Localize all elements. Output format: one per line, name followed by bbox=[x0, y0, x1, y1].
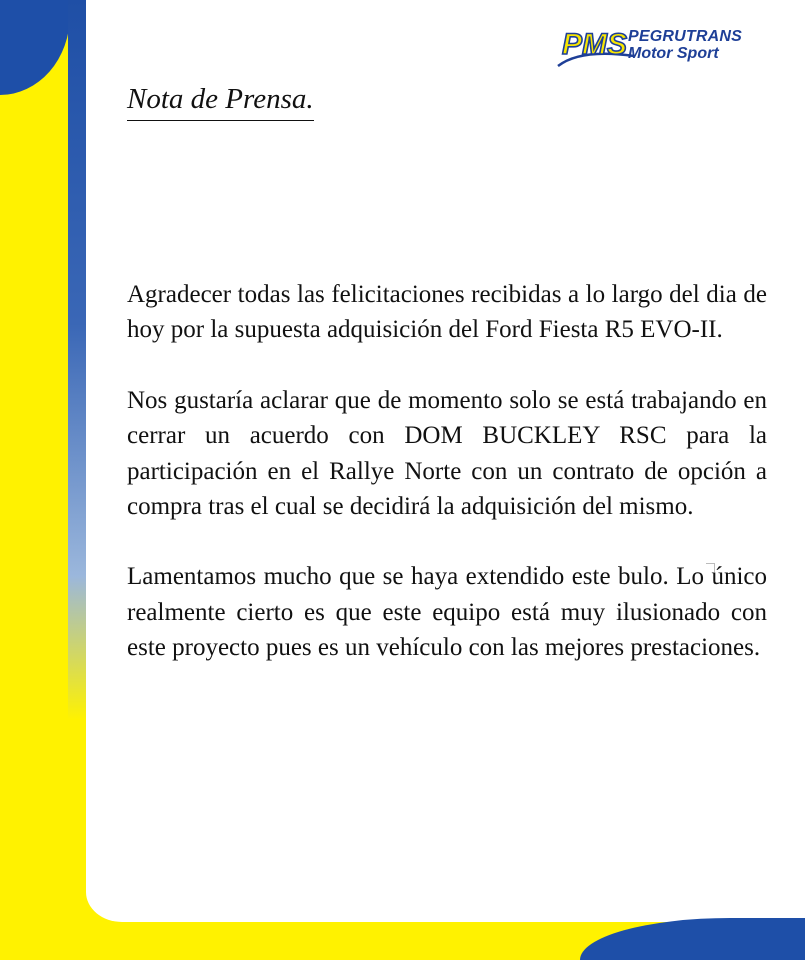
press-release-body bbox=[127, 277, 767, 666]
paragraph-2: Nos gustaría aclarar que de momento solo se está trabajando en cerrar un acuerdo con DOM BUCKLEY RSC para la participación en el Rallye Norte con un contrato de opción a compra tras el cual se decidirá la adquisición del mismo. bbox=[127, 386, 767, 521]
logo-tagline: Motor Sport bbox=[628, 45, 719, 62]
paragraph-3: Lamentamos mucho que se haya extendido este bulo. Lo único realmente cierto es que este equipo está muy ilusionado con este proyecto pues es un vehículo con las mejores prestaciones. bbox=[127, 563, 767, 662]
paragraph-1: Agradecer todas las felicitaciones recibidas a lo largo del dia de hoy por la supuesta adquisición del Ford Fiesta R5 EVO-II. bbox=[127, 281, 767, 344]
pms-logo bbox=[556, 22, 786, 72]
logo-wordmark bbox=[628, 28, 742, 62]
logo-initials: PMS bbox=[562, 28, 628, 61]
pms-swoosh-icon bbox=[556, 22, 636, 72]
logo-name: PEGRUTRANS bbox=[628, 28, 743, 45]
page-title: Nota de Prensa. bbox=[127, 82, 314, 121]
corner-mark bbox=[706, 563, 715, 572]
